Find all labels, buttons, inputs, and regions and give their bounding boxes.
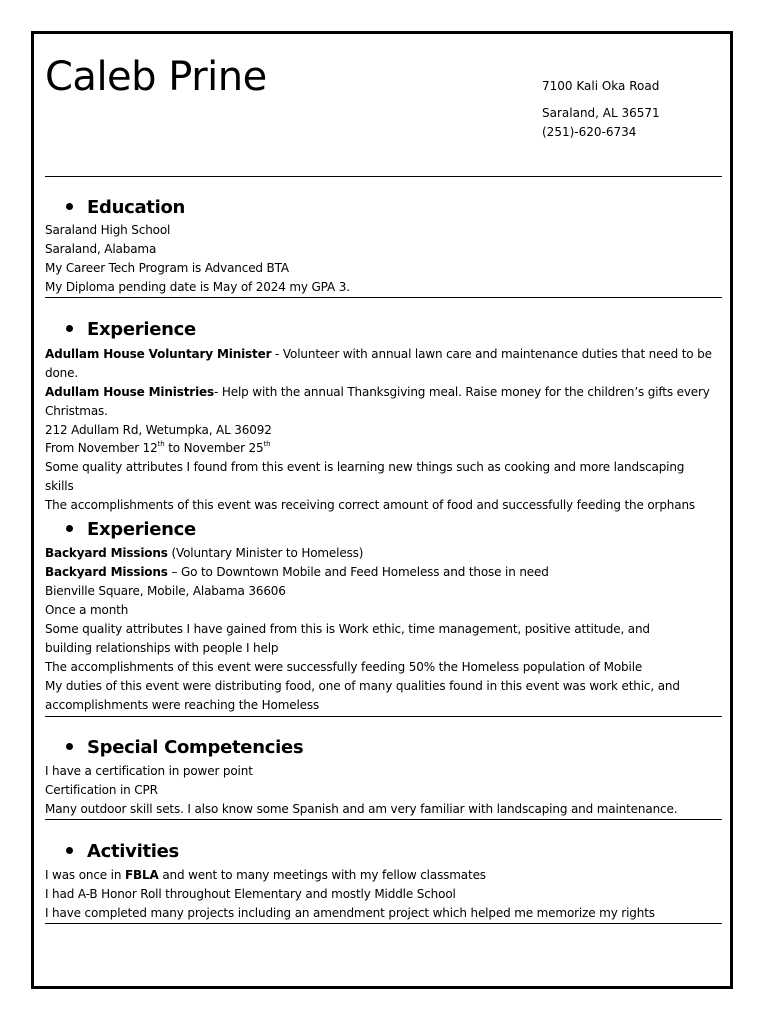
activities-heading-text: Activities xyxy=(87,841,179,862)
experience-line: skills xyxy=(45,479,74,493)
role-title: Backyard Missions xyxy=(45,546,168,560)
education-heading-text: Education xyxy=(87,197,186,218)
bullet-icon xyxy=(66,743,73,750)
experience-divider xyxy=(45,716,722,717)
role-title: Adullam House Ministries xyxy=(45,385,215,399)
activity-org: FBLA xyxy=(124,868,159,882)
activity-text: I was once in xyxy=(45,868,125,882)
resume-name: Caleb Prine xyxy=(45,54,267,100)
date-to: to November 25 xyxy=(164,441,264,455)
bullet-icon xyxy=(66,325,73,332)
education-line: Saraland, Alabama xyxy=(45,242,157,256)
role-title: Backyard Missions xyxy=(45,565,168,579)
street-address: 7100 Kali Oka Road xyxy=(542,79,660,93)
role-description: - Volunteer with annual lawn care and maintenance duties that need to be xyxy=(271,347,712,361)
experience-line: Once a month xyxy=(45,603,129,617)
education-divider xyxy=(45,297,722,298)
experience-address: 212 Adullam Rd, Wetumpka, AL 36092 xyxy=(45,423,272,437)
education-line: My Diploma pending date is May of 2024 my GPA 3. xyxy=(45,280,350,294)
experience-line: accomplishments were reaching the Homeless xyxy=(45,698,320,712)
header-divider xyxy=(45,176,722,177)
bullet-icon xyxy=(66,203,73,210)
experience-address: Bienville Square, Mobile, Alabama 36606 xyxy=(45,584,286,598)
experience-heading xyxy=(66,318,196,342)
experience-dates xyxy=(45,439,270,458)
date-suffix: th xyxy=(263,440,271,448)
experience-line: Some quality attributes I have gained from this is Work ethic, time management, positive attitude, and xyxy=(45,622,650,636)
experience-role xyxy=(45,345,712,364)
competencies-heading xyxy=(66,736,303,760)
experience-heading xyxy=(66,518,196,542)
competency-line: Many outdoor skill sets. I also know some Spanish and am very familiar with landscaping and maintenance. xyxy=(45,802,678,816)
education-heading xyxy=(66,196,185,220)
experience-role xyxy=(45,383,710,402)
experience-line: done. xyxy=(45,366,79,380)
education-line: My Career Tech Program is Advanced BTA xyxy=(45,261,289,275)
role-title: Adullam House Voluntary Minister xyxy=(45,347,272,361)
date-suffix: th xyxy=(157,440,165,448)
experience-heading-text: Experience xyxy=(87,319,196,340)
activities-divider xyxy=(45,923,722,924)
experience-line: building relationships with people I help xyxy=(45,641,279,655)
activities-heading xyxy=(66,840,179,864)
experience-line: Christmas. xyxy=(45,404,108,418)
bullet-icon xyxy=(66,847,73,854)
activity-line: I had A-B Honor Roll throughout Elementary and mostly Middle School xyxy=(45,887,456,901)
activity-text: and went to many meetings with my fellow classmates xyxy=(158,868,486,882)
experience-role xyxy=(45,544,363,563)
experience-line: The accomplishments of this event were successfully feeding 50% the Homeless population of Mobile xyxy=(45,660,643,674)
experience-line: Some quality attributes I found from this event is learning new things such as cooking and more landscaping xyxy=(45,460,685,474)
education-line: Saraland High School xyxy=(45,223,171,237)
experience-heading-text: Experience xyxy=(87,519,196,540)
activity-line xyxy=(45,866,486,885)
competency-line: Certification in CPR xyxy=(45,783,158,797)
experience-role xyxy=(45,563,549,582)
experience-line: The accomplishments of this event was receiving correct amount of food and successfully feeding the orphans xyxy=(45,498,696,512)
competencies-heading-text: Special Competencies xyxy=(87,737,304,758)
role-description: (Voluntary Minister to Homeless) xyxy=(167,546,364,560)
experience-line: My duties of this event were distributing food, one of many qualities found in this event was work ethic, and xyxy=(45,679,680,693)
bullet-icon xyxy=(66,525,73,532)
role-description: - Help with the annual Thanksgiving meal. Raise money for the children’s gifts every xyxy=(214,385,710,399)
competency-line: I have a certification in power point xyxy=(45,764,253,778)
city-state-zip: Saraland, AL 36571 xyxy=(542,106,660,120)
activity-line: I have completed many projects including an amendment project which helped me memorize my rights xyxy=(45,906,655,920)
role-description: – Go to Downtown Mobile and Feed Homeless and those in need xyxy=(167,565,549,579)
competencies-divider xyxy=(45,819,722,820)
phone-number: (251)-620-6734 xyxy=(542,125,637,139)
date-from: From November 12 xyxy=(45,441,158,455)
